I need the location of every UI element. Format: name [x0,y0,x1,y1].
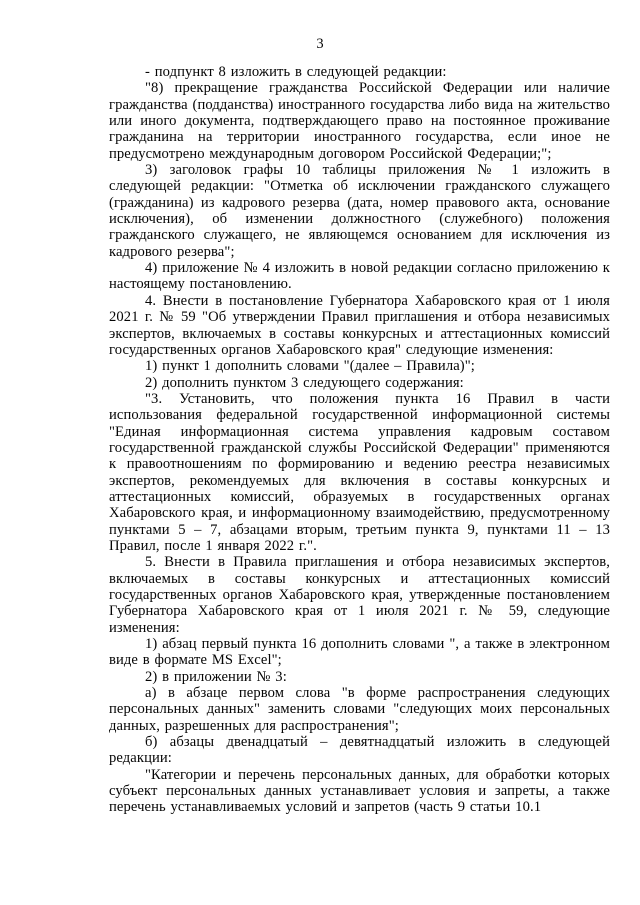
paragraph: 4. Внести в постановление Губернатора Хабаровского края от 1 июля 2021 г. № 59 "Об утверждении Правил приглашения и отбора независимых экспертов, включаемых в составы конкурсных и аттестационных комиссий государственных органов Хабаровского края" следующие изменения: [109,292,610,358]
paragraph: 4) приложение № 4 изложить в новой редакции согласно приложению к настоящему постановлению. [109,260,610,293]
document-body [109,64,610,816]
paragraph: 1) пункт 1 дополнить словами "(далее – Правила)"; [145,358,475,375]
paragraph: "8) прекращение гражданства Российской Федерации или наличие гражданства (подданства) иностранного государства либо вида на жительство или иного документа, подтверждающего право на постоянное проживание гражданина на территории иностранного государства, если иное не предусмотрено международным договором Российской Федерации;"; [109,80,610,162]
paragraph: 3) заголовок графы 10 таблицы приложения № 1 изложить в следующей редакции: "Отметка об исключении гражданского служащего (гражданина) из кадрового резерва (дата, номер правового акта, основание исключения), об изменении должностного (служебного) положения гражданского служащего, не являющемся основанием для исключения из кадрового резерва"; [109,162,610,260]
paragraph: а) в абзаце первом слова "в форме распространения следующих персональных данных" заменить словами "следующих моих персональных данных, разрешенных для распространения"; [109,685,610,734]
page-number: 3 [316,36,324,52]
paragraph: 2) дополнить пунктом 3 следующего содержания: [145,374,464,391]
paragraph: "3. Установить, что положения пункта 16 Правил в части использования федеральной государственной информационной системы "Единая информационная система управления кадровым составом государственной гражданской службы Российской Федерации" применяются к правоотношениям по формированию и ведению реестра независимых экспертов, рекомендуемых для включения в составы конкурсных и аттестационных комиссий, образуемых в государственных органах Хабаровского края, и информационному взаимодействию, предусмотренному пунктами 5 – 7, абзацами вторым, третьим пункта 9, пунктами 11 – 13 Правил, после 1 января 2022 г.". [109,390,610,554]
paragraph: "Категории и перечень персональных данных, для обработки которых субъект персональных данных устанавливает условия и запреты, а также перечень устанавливаемых условий и запретов (часть 9 статьи 10.1 [109,766,610,816]
paragraph: - подпункт 8 изложить в следующей редакции: [145,64,447,80]
paragraph: 1) абзац первый пункта 16 дополнить словами ", а также в электронном виде в формате MS Excel"; [109,636,610,669]
paragraph: б) абзацы двенадцатый – девятнадцатый изложить в следующей редакции: [109,734,610,767]
paragraph: 2) в приложении № 3: [145,668,287,685]
paragraph: 5. Внести в Правила приглашения и отбора независимых экспертов, включаемых в составы конкурсных и аттестационных комиссий государственных органов Хабаровского края, утвержденные постановлением Губернатора Хабаровского края от 1 июля 2021 г. № 59, следующие изменения: [109,554,610,636]
